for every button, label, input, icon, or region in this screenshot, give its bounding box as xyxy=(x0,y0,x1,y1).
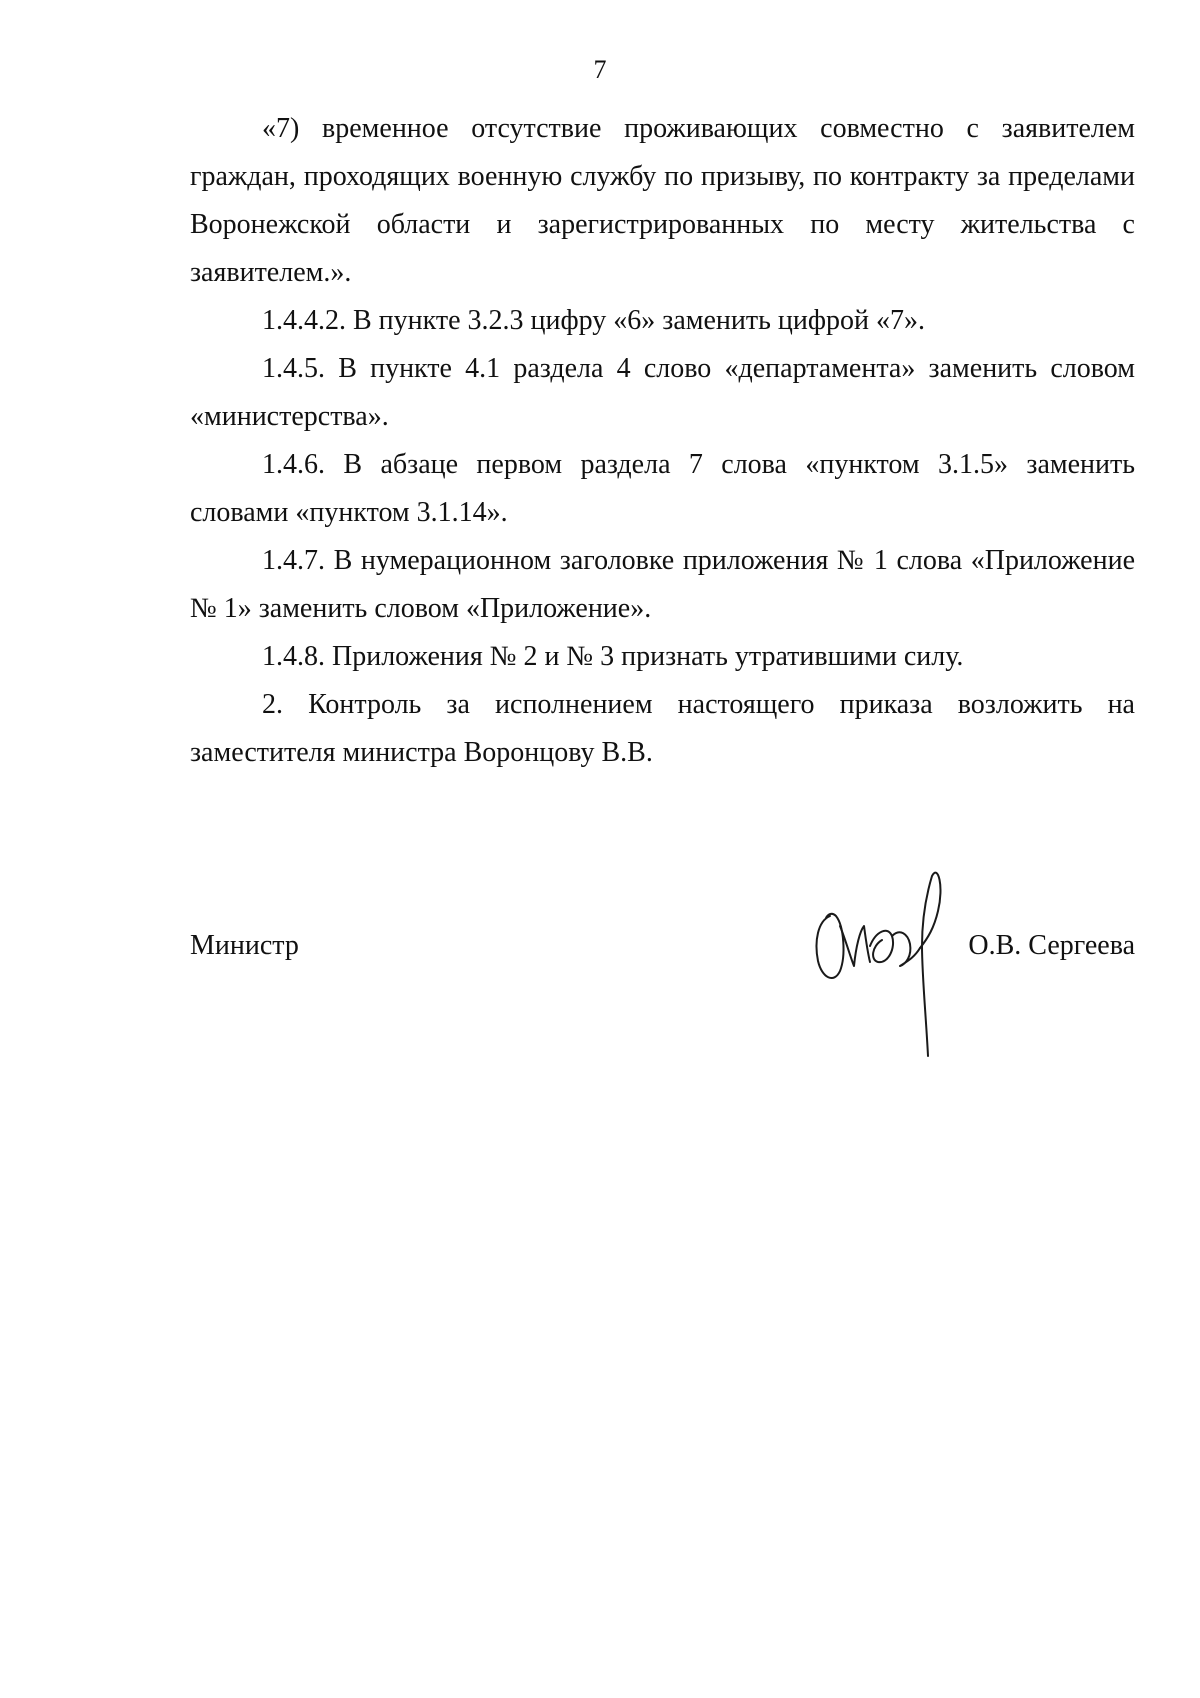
paragraph-1-4-5: 1.4.5. В пункте 4.1 раздела 4 слово «департамента» заменить словом «министерства». xyxy=(190,353,1135,432)
paragraph-1-4-4-2: 1.4.4.2. В пункте 3.2.3 цифру «6» заменить цифрой «7». xyxy=(262,305,925,336)
signatory-title: Министр xyxy=(190,930,299,961)
document-body xyxy=(190,105,1135,777)
handwritten-signature-icon xyxy=(810,866,960,1086)
paragraph-1-4-6: 1.4.6. В абзаце первом раздела 7 слова «пунктом 3.1.5» заменить словами «пунктом 3.1.14». xyxy=(190,449,1135,528)
paragraph-1-4-7: 1.4.7. В нумерационном заголовке приложения № 1 слова «Приложение № 1» заменить словом «Приложение». xyxy=(190,545,1135,624)
paragraph-2: 2. Контроль за исполнением настоящего приказа возложить на заместителя министра Воронцову В.В. xyxy=(190,689,1135,768)
page-number: 7 xyxy=(593,55,607,84)
paragraph-item-7: «7) временное отсутствие проживающих совместно с заявителем граждан, проходящих военную службу по призыву, по контракту за пределами Воронежской области и зарегистрированных по месту жительства с заявителем.». xyxy=(190,113,1135,288)
signatory-name: О.В. Сергеева xyxy=(968,930,1135,961)
paragraph-1-4-8: 1.4.8. Приложения № 2 и № 3 признать утратившими силу. xyxy=(262,641,964,672)
signature-block xyxy=(190,930,1135,970)
